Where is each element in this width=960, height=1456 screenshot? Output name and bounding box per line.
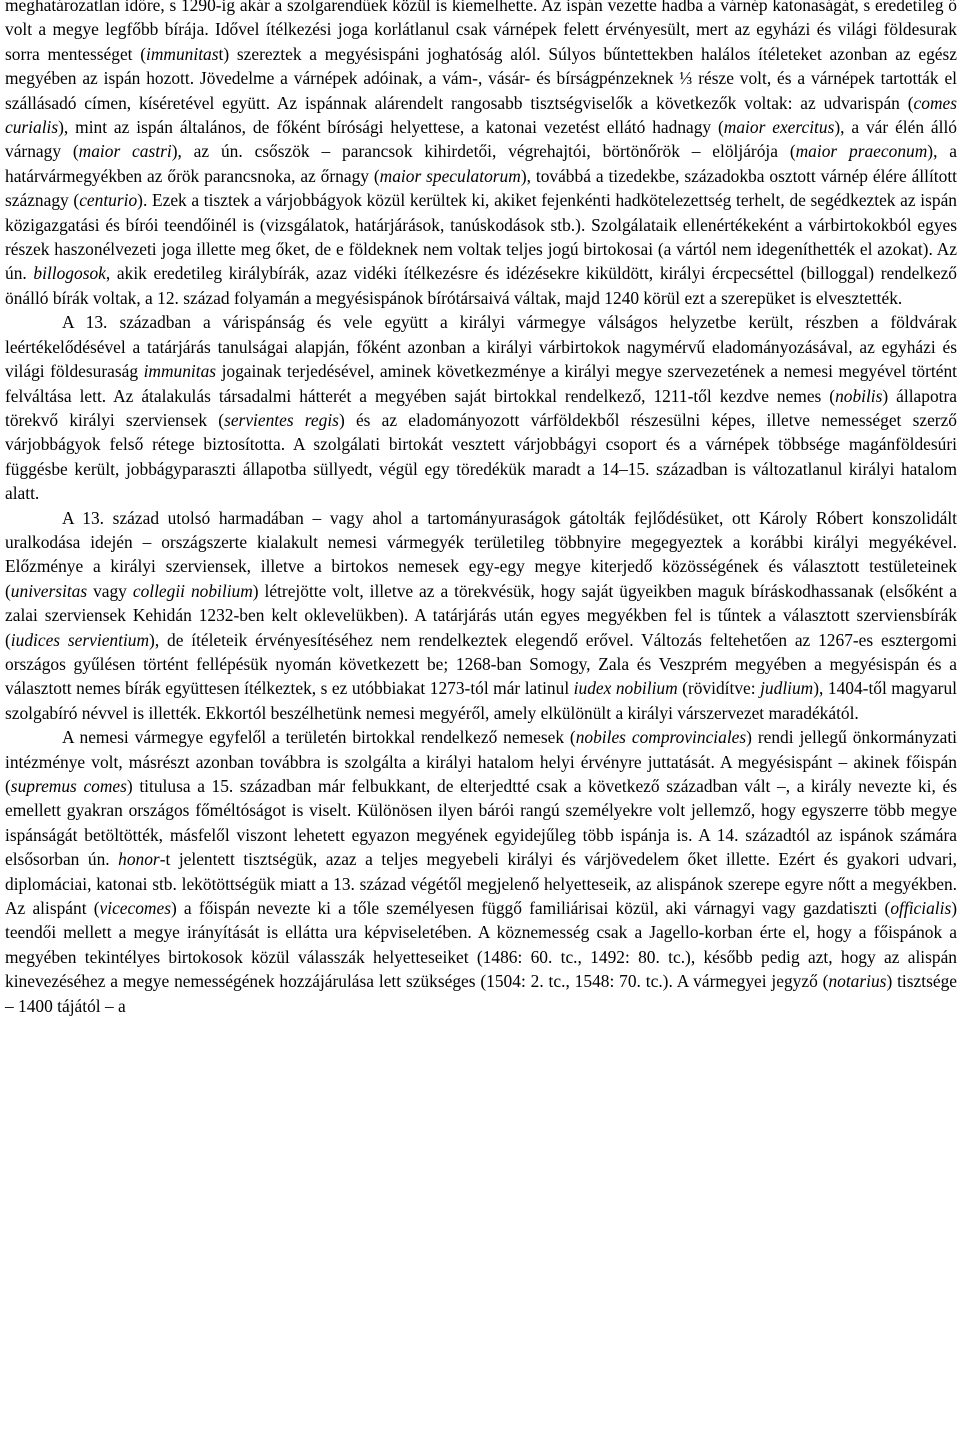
text-run: ), 1404-től magyarul szolgabíró névvel is illették. Ekkortól beszélhetünk nemesi megyéről, amely elkülönült a királyi várszervezet maradékától. [5,678,957,723]
italic-term: vicecomes [99,898,171,919]
text-run: meghatározatlan időre, s 1290-ig akár a szolgarendűek közül is kiemelhette. Az ispán vezette hadba a várnép katonaságát, s eredetileg ő volt a megye legfőbb bírája. Idővel ítélkezési joga korlátlanul csak várnépek felett érvényesült, mert az egyházi és világi földesurak sorra mentességet ( [5,0,957,64]
text-run: ), továbbá a tizedekbe, századokba osztott várnép élére állított száznagy ( [5,165,957,211]
italic-term: iudices servientium [10,629,150,650]
italic-term: iudex nobilium [573,678,678,699]
text-run: ) és az eladományozott várföldekből részesülni képes, illetve nemességet szerző várjobbágyok felső rétege biztosította. A szolgálati birtokát vesztett várjobbágyi csoport és a várnépek többsége magánföldesúri függésbe került, jobbágyparaszti állapotba süllyedt, végül egy töredékük maradt a 14–15. században is változatlanul királyi hatalom alatt. [5,409,957,504]
text-run: ), az ún. csőszök – parancsok kihirdetői, végrehajtói, börtönőrök – elöljárója ( [171,141,796,162]
text-run: ), a vár élén álló várnagy ( [5,117,957,162]
text-run: ) a főispán nevezte ki a tőle személyesen függő familiárisai közül, aki várnagyi vagy gazdatiszti ( [170,898,891,919]
text-run: vagy [87,580,133,601]
italic-term: immunitas [143,361,217,382]
body-paragraph [5,310,957,505]
italic-term: notarius [828,971,887,992]
italic-term: universitas [10,580,88,601]
italic-term: officialis [890,898,952,919]
text-run: jogainak terjedésével, aminek következménye a királyi megye szervezetének a nemesi megyével történt felváltása lett. Az átalakulás társadalmi hátterét a megyében saját birtokkal rendelkező, 1211-től kezdve nemes ( [5,361,957,406]
italic-term: maior castri [78,141,172,162]
italic-term: maior exercitus [723,117,835,138]
text-run: (rövidítve: [677,678,761,699]
body-paragraph [5,725,957,1018]
body-paragraph [5,0,957,310]
text-run: -t jelentett tisztségük, azaz a teljes megyebeli királyi és várjövedelem őket illette. Ezért és gyakori udvari, diplomáciai, katonai stb. lekötöttségük miatt a 13. század végétől megjelenő helyetteseik, az alispánok szerepe egyre nőtt a megyékben. Az alispánt ( [5,849,958,919]
text-run: A 13. században a várispánság és vele együtt a királyi vármegye válságos helyzetbe került, részben a földvárak leértékelődésével a tatárjárás tanulságai alapján, főként azonban a királyi várbirtokok nagymérvű eladományozásával, az egyházi és világi földesuraság [5,312,957,382]
text-run: ) teendői mellett a megye irányítását is ellátta ura képviseletében. A köznemesség csak a Jagello-korban érte el, hogy a főispánok a megyében tekintélyes birtokosok közül válasszák helyetteseiket (1486: 60. tc., 1492: 80. tc.), később pedig azt, hogy az alispán kinevezéséhez a megye nemességének hozzájárulása lett szükséges (1504: 2. tc., 1548: 70. tc.). A vármegyei jegyző ( [5,898,958,992]
text-run: A 13. század utolsó harmadában – vagy ahol a tartományuraságok gátolták fejlődésüket, ott Károly Róbert konszolidált uralkodása idején – országszerte kialakult nemesi vármegyék területileg többnyire megegyeztek a korábbi királyi megyékével. Előzménye a királyi szerviensek, illetve a birtokos nemesek egy-egy megye kiterjedő közösségének és választott testületeinek ( [5,507,957,601]
italic-term: centurio [79,190,138,211]
text-run: ), mint az ispán általános, de főként bírósági helyettese, a katonai vezetést ellátó hadnagy ( [58,117,724,138]
text-run: A nemesi vármegye egyfelől a területén birtokkal rendelkező nemesek ( [62,727,576,748]
text-run: ) titulusa a 15. században már felbukkant, de elterjedtté csak a következő században vált –, a király nevezte ki, és emellett gyakran országos főméltóságot is viselt. Különösen ilyen bárói rangú személyekre volt jellemző, hogy egyszerre több megye ispánságát betöltötték, másfelől viszont lehetett egyazon megyének egyidejűleg több ispánja is. A 14. századtól az ispánok számára elsősorban ún. [5,776,957,870]
text-run: ) tisztsége – 1400 tájától – a [5,971,957,1016]
body-paragraph [5,506,957,726]
italic-term: nobiles comprovinciales [575,727,747,748]
text-run: ) rendi jellegű önkormányzati intézménye volt, másrészt azonban továbbra is szolgálta a királyi hatalom helyi érvényre juttatását. A megyésispánt – akinek főispán ( [5,727,958,796]
italic-term: honor [118,849,160,870]
italic-term: collegii nobilium [132,580,253,601]
text-run: ), a határvármegyékben az őrök parancsnoka, az őrnagy ( [5,141,957,186]
text-run: ). Ezek a tisztek a várjobbágyok közül kerültek ki, akiket fejenkénti hadkötelezettség terhelt, de segédkeztek az ispán közigazgatási és bírói teendőinél is (vizsgálatok, határjárások, tanúskodások stb.). Szolgálataik ellenértékeként a várbirtokokból egyes részek haszonélvezeti joga illette meg őket, de e földeknek nem voltak teljes jogú birtokosai (a vártól nem idegeníthették el azokat). Az ún. [5,190,958,284]
text-run: ) állapotra törekvő királyi szerviensek ( [5,385,957,430]
text-run: t) szereztek a megyésispáni joghatóság alól. Súlyos bűntettekben halálos ítéleteket azonban az egész megyében az ispán hozott. Jövedelme a várnépek adóinak, a vám-, vásár- és bírságpénzeknek ⅓ része volt, és a várnépek tartották el szállásadó címen, kíséretével együtt. Az ispánnak alárendelt rangosabb tisztségviselők a következők voltak: az udvarispán ( [5,43,957,113]
italic-term: servientes regis [224,409,339,430]
italic-term: supremus comes [10,776,127,796]
italic-term: billogosok [33,263,106,284]
italic-term: maior speculatorum [379,165,521,186]
text-run: , akik eredetileg királybírák, azaz vidéki ítélkezésre és idézésekre kiküldött, királyi ércpecséttel (billoggal) rendelkező önálló bírák voltak, a 12. század folyamán a megyésispánok bírótársaivá váltak, majd 1240 körül ezt a szerepüket is elvesztették. [5,263,957,308]
italic-term: comes curialis [5,92,957,138]
text-run: ), de ítéleteik érvényesítéséhez nem rendelkeztek elegendő erővel. Változás feltehetően az 1267-es esztergomi országos gyűlésen történt fellépésük nyomán következett be; 1268-ban Somogy, Zala és Veszprém megyében a megyésispán és a választott nemes bírák együttesen ítélkeztek, s ez utóbbiakat 1273-tól már latinul [5,629,957,699]
italic-term: maior praeconum [795,141,928,162]
italic-term: nobilis [835,385,883,406]
text-run: ) létrejötte volt, illetve az a törekvésük, hogy saját ügyeikben maguk bíráskodhassanak (elsőként a zalai szerviensek Kehidán 1232-ben kelt oklevelükben). A tatárjárás után egyes megyékben fel is tűntek a választott szerviensbírák ( [5,580,957,650]
italic-term: immunitas [146,43,219,64]
italic-term: judlium [760,678,814,699]
